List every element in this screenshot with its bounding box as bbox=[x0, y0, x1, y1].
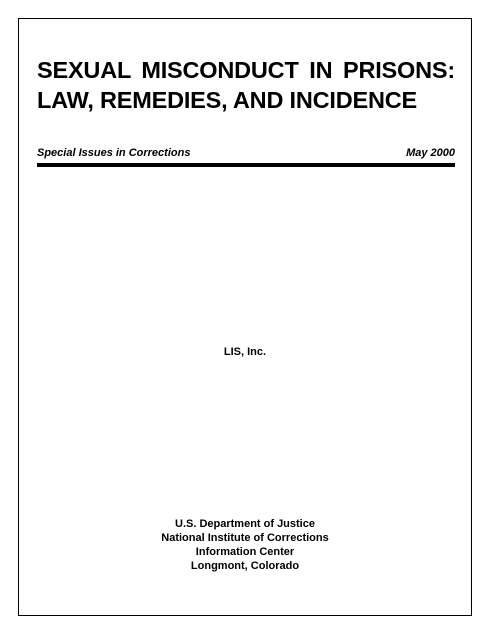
publisher-line: U.S. Department of Justice bbox=[175, 518, 315, 530]
title-line-1: SEXUAL MISCONDUCT IN PRISONS: bbox=[37, 57, 455, 83]
publication-date: May 2000 bbox=[406, 147, 455, 159]
author: LIS, Inc. bbox=[223, 346, 267, 358]
title-line-2: LAW, REMEDIES, AND INCIDENCE bbox=[37, 87, 418, 113]
series-name: Special Issues in Corrections bbox=[37, 147, 191, 159]
cover-page bbox=[18, 18, 472, 616]
publisher-line: National Institute of Corrections bbox=[161, 532, 329, 544]
document-title bbox=[37, 55, 455, 115]
publisher-line: Longmont, Colorado bbox=[190, 560, 300, 572]
publisher-block bbox=[19, 517, 471, 573]
title-rule bbox=[37, 163, 455, 167]
series-row bbox=[37, 147, 455, 159]
publisher-line: Information Center bbox=[195, 546, 295, 558]
